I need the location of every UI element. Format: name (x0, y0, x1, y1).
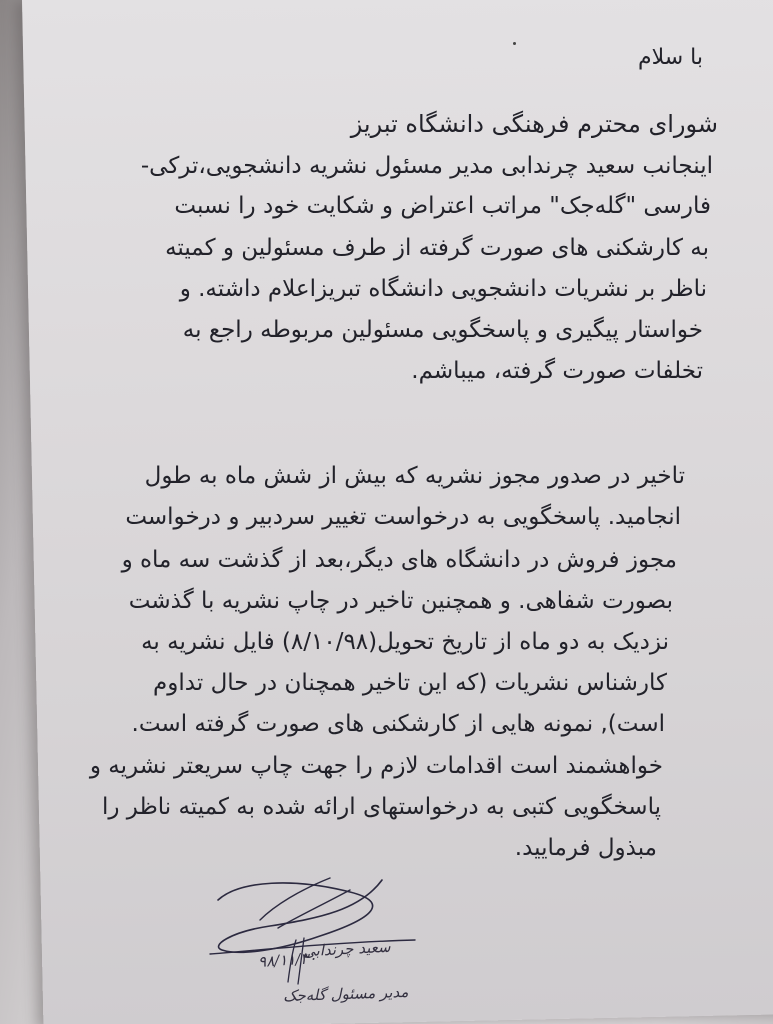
text-line: است), نمونه هایی از کارشکنی های صورت گرفته است. (131, 711, 665, 737)
signature-scribble (200, 870, 440, 990)
text-line: بصورت شفاهی. و همچنین تاخیر در چاپ نشریه با گذشت (128, 588, 673, 614)
text-line: خواهشمند است اقدامات لازم را جهت چاپ سریعتر نشریه و (89, 753, 663, 779)
addressee: شورای محترم فرهنگی دانشگاه تبریز (350, 110, 718, 138)
text-line: مبذول فرمایید. (514, 835, 657, 861)
text-line: مجوز فروش در دانشگاه های دیگر،بعد از گذشت سه ماه و (121, 547, 677, 573)
text-line: تاخیر در صدور مجوز نشریه که بیش از شش ماه به طول (144, 463, 685, 489)
text-line: نزدیک به دو ماه از تاریخ تحویل(۸/۱۰/۹۸) فایل نشریه به (141, 629, 669, 655)
text-line: به کارشکنی های صورت گرفته از طرف مسئولین و کمیته (165, 235, 709, 261)
text-line: تخلفات صورت گرفته، میباشم. (411, 358, 703, 384)
salutation: با سلام (637, 45, 703, 70)
signature-title: مدیر مسئول گلەجک (282, 982, 409, 1006)
text-line: فارسی "گلەجک" مراتب اعتراض و شکایت خود را نسبت (174, 193, 711, 219)
text-line: کارشناس نشریات (که این تاخیر همچنان در حال تداوم (153, 670, 667, 696)
signature-date: ۹۸/۱۱/۳۰ (257, 948, 318, 972)
ink-speck (513, 42, 516, 45)
text-line: اینجانب سعید چرندابی مدیر مسئول نشریه دانشجویی،ترکی- (140, 153, 713, 179)
signature-name: سعید چرندابی (302, 937, 391, 961)
text-line: ناظر بر نشریات دانشجویی دانشگاه تبریزاعلام داشته. و (179, 276, 707, 302)
text-line: خواستار پیگیری و پاسخگویی مسئولین مربوطه راجع به (182, 317, 703, 343)
text-line: انجامید. پاسخگویی به درخواست تغییر سردبیر و درخواست (125, 504, 681, 530)
text-line: پاسخگویی کتبی به درخواستهای ارائه شده به کمیته ناظر را (102, 794, 661, 820)
